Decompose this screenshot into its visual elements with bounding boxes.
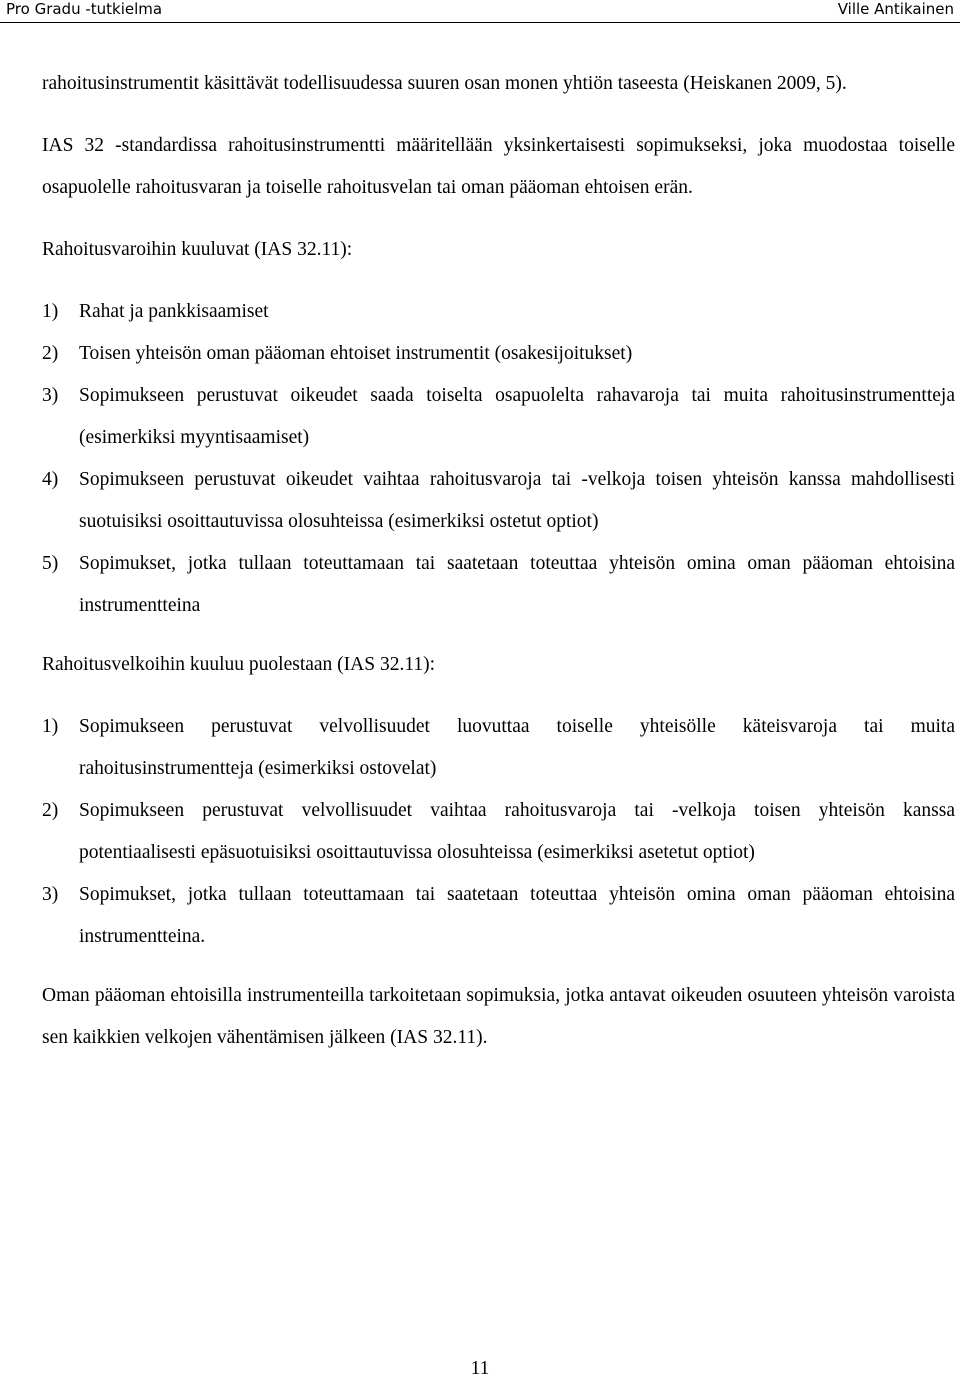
list-item-text: Toisen yhteisön oman pääoman ehtoiset instrumentit (osakesijoitukset)	[79, 343, 633, 364]
list-item-text: Rahat ja pankkisaamiset	[79, 301, 269, 322]
list-item-number: 1)	[42, 301, 59, 322]
list-item-number: 3)	[42, 385, 59, 406]
header-document-type: Pro Gradu -tutkielma	[6, 0, 163, 18]
list-item-text: Sopimukseen perustuvat velvollisuudet luovuttaa toiselle yhteisölle käteisvaroja tai muita rahoitusinstrumentteja (esimerkiksi ostovelat)	[79, 716, 955, 779]
list-item-text: Sopimukset, jotka tullaan toteuttamaan tai saatetaan toteuttaa yhteisön omina oman pääoman ehtoisina instrumentteina.	[79, 884, 955, 947]
list-item-number: 2)	[42, 800, 59, 821]
list-item-text: Sopimukseen perustuvat oikeudet vaihtaa rahoitusvaroja tai -velkoja toisen yhteisön kanssa mahdollisesti suotuisiksi osoittautuvissa olosuhteissa (esimerkiksi ostetut optiot)	[79, 469, 955, 532]
assets-heading: Rahoitusvaroihin kuuluvat (IAS 32.11):	[42, 239, 353, 260]
liabilities-list	[42, 706, 955, 958]
assets-list	[42, 291, 955, 627]
list-item	[42, 706, 955, 790]
header-author: Ville Antikainen	[837, 0, 954, 18]
liabilities-heading: Rahoitusvelkoihin kuuluu puolestaan (IAS 32.11):	[42, 654, 436, 675]
list-item-number: 2)	[42, 343, 59, 364]
list-item	[42, 874, 955, 958]
list-item	[42, 543, 955, 627]
page-header	[0, 0, 960, 23]
list-item	[42, 291, 955, 333]
equity-paragraph: Oman pääoman ehtoisilla instrumenteilla tarkoitetaan sopimuksia, jotka antavat oikeuden osuuteen yhteisön varoista sen kaikkien velkojen vähentämisen jälkeen (IAS 32.11).	[42, 985, 955, 1048]
page-body	[42, 63, 955, 1059]
list-item	[42, 333, 955, 375]
list-item-text: Sopimukseen perustuvat velvollisuudet vaihtaa rahoitusvaroja tai -velkoja toisen yhteisön kanssa potentiaalisesti epäsuotuisiksi osoittautuvissa olosuhteissa (esimerkiksi asetetut optiot)	[79, 800, 955, 863]
ias32-definition: IAS 32 -standardissa rahoitusinstrumentti määritellään yksinkertaisesti sopimukseksi, joka muodostaa toiselle osapuolelle rahoitusvaran ja toiselle rahoitusvelan tai oman pääoman ehtoisen erän.	[42, 135, 955, 198]
list-item	[42, 459, 955, 543]
page-number: 11	[470, 1358, 490, 1379]
list-item-text: Sopimukset, jotka tullaan toteuttamaan tai saatetaan toteuttaa yhteisön omina oman pääoman ehtoisina instrumentteina	[79, 553, 955, 616]
list-item-number: 1)	[42, 716, 59, 737]
list-item-text: Sopimukseen perustuvat oikeudet saada toiselta osapuolelta rahavaroja tai muita rahoitusinstrumentteja (esimerkiksi myyntisaamiset)	[79, 385, 955, 448]
intro-continuation: rahoitusinstrumentit käsittävät todellisuudessa suuren osan monen yhtiön taseesta (Heiskanen 2009, 5).	[42, 73, 847, 94]
list-item	[42, 790, 955, 874]
list-item-number: 5)	[42, 553, 59, 574]
list-item	[42, 375, 955, 459]
list-item-number: 4)	[42, 469, 59, 490]
list-item-number: 3)	[42, 884, 59, 905]
